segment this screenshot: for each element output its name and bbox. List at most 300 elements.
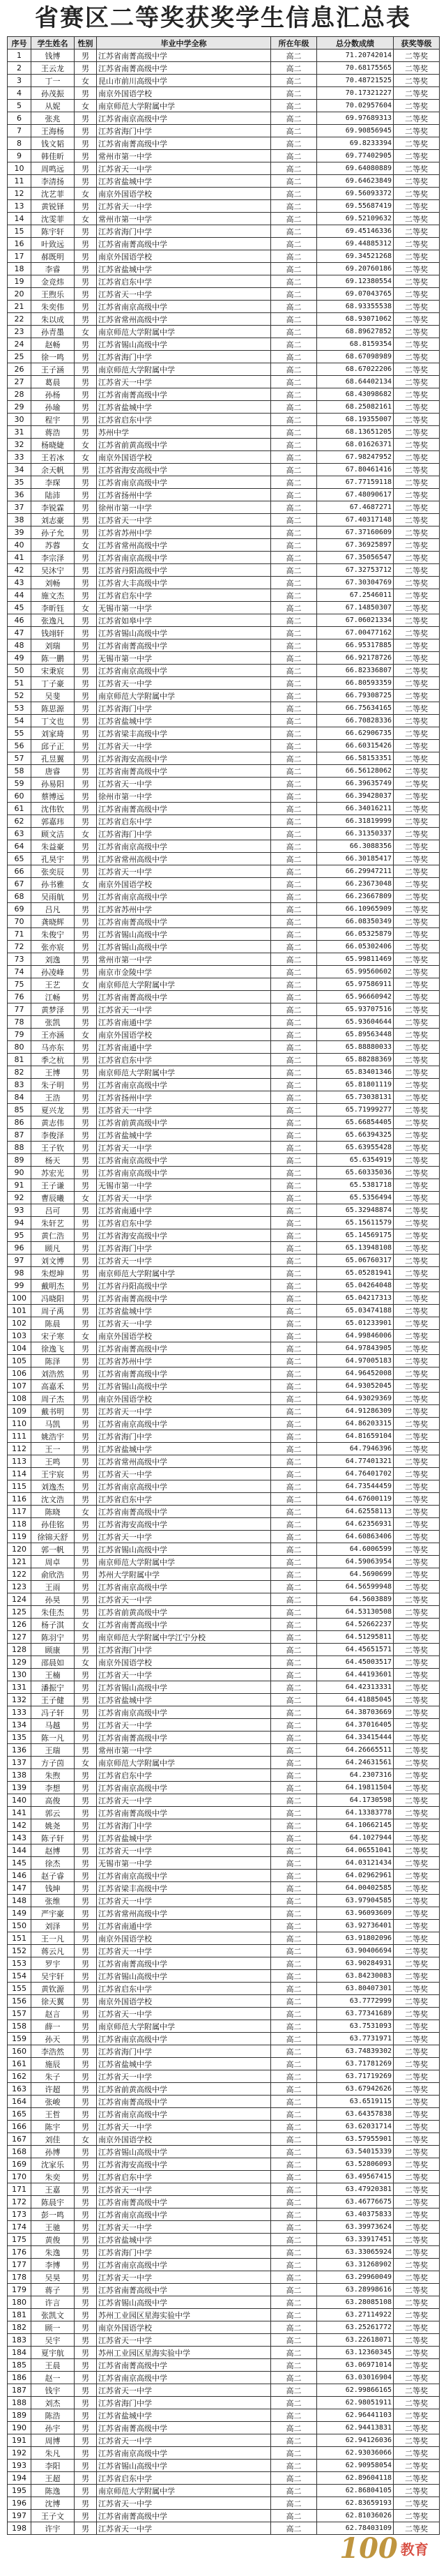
cell-score: 66.39635749 bbox=[317, 778, 394, 790]
table-row bbox=[8, 1757, 440, 1769]
cell-school: 江苏省前黄高级中学 bbox=[97, 1116, 271, 1129]
cell-award: 二等奖 bbox=[394, 288, 440, 301]
table-row bbox=[8, 1870, 440, 1882]
cell-gender: 男 bbox=[75, 2296, 97, 2309]
cell-score: 65.5381718 bbox=[317, 1179, 394, 1192]
cell-name: 王子文 bbox=[31, 2510, 75, 2522]
cell-index: 195 bbox=[8, 2485, 31, 2497]
cell-score: 63.92736401 bbox=[317, 1920, 394, 1932]
cell-school: 南京外国语学校 bbox=[97, 1995, 271, 2008]
cell-grade: 高二 bbox=[271, 2058, 317, 2070]
table-row bbox=[8, 2208, 440, 2221]
cell-index: 1 bbox=[8, 50, 31, 62]
cell-score: 68.13651205 bbox=[317, 426, 394, 439]
cell-award: 二等奖 bbox=[394, 50, 440, 62]
table-row bbox=[8, 2259, 440, 2271]
cell-gender: 男 bbox=[75, 552, 97, 564]
cell-score: 63.28085108 bbox=[317, 2296, 394, 2309]
cell-school: 江苏省南京高级中学 bbox=[97, 1782, 271, 1794]
cell-score: 67.37160609 bbox=[317, 526, 394, 539]
cell-award: 二等奖 bbox=[394, 1280, 440, 1292]
cell-score: 64.00402585 bbox=[317, 1882, 394, 1895]
cell-name: 王瑞 bbox=[31, 1744, 75, 1757]
cell-award: 二等奖 bbox=[394, 1669, 440, 1681]
cell-score: 63.77341689 bbox=[317, 2008, 394, 2020]
cell-name: 赵言 bbox=[31, 2008, 75, 2020]
cell-gender: 男 bbox=[75, 2070, 97, 2083]
cell-score: 64.99846006 bbox=[317, 1330, 394, 1342]
cell-gender: 男 bbox=[75, 1870, 97, 1882]
cell-score: 65.73038131 bbox=[317, 1091, 394, 1104]
cell-score: 67.35056547 bbox=[317, 552, 394, 564]
cell-school: 江苏省前黄高级中学 bbox=[97, 1606, 271, 1619]
cell-score: 64.93052045 bbox=[317, 1380, 394, 1393]
cell-grade: 高二 bbox=[271, 426, 317, 439]
cell-grade: 高二 bbox=[271, 2096, 317, 2108]
cell-school: 江苏省海门中学 bbox=[97, 1242, 271, 1255]
cell-score: 64.73544459 bbox=[317, 1480, 394, 1493]
cell-grade: 高二 bbox=[271, 1882, 317, 1895]
cell-award: 二等奖 bbox=[394, 1355, 440, 1367]
cell-name: 孙子允 bbox=[31, 526, 75, 539]
cell-gender: 男 bbox=[75, 614, 97, 627]
cell-index: 57 bbox=[8, 752, 31, 765]
cell-award: 二等奖 bbox=[394, 338, 440, 351]
table-row bbox=[8, 1292, 440, 1305]
cell-index: 145 bbox=[8, 1857, 31, 1870]
cell-grade: 高二 bbox=[271, 225, 317, 238]
cell-gender: 女 bbox=[75, 75, 97, 87]
cell-name: 郭嘉玮 bbox=[31, 815, 75, 828]
col-header-index: 序号 bbox=[8, 37, 31, 50]
cell-award: 二等奖 bbox=[394, 2372, 440, 2384]
cell-gender: 男 bbox=[75, 225, 97, 238]
cell-gender: 男 bbox=[75, 1217, 97, 1229]
table-row bbox=[8, 326, 440, 338]
table-row bbox=[8, 1732, 440, 1744]
cell-grade: 高二 bbox=[271, 1179, 317, 1192]
cell-index: 27 bbox=[8, 376, 31, 388]
table-row bbox=[8, 514, 440, 526]
cell-grade: 高二 bbox=[271, 941, 317, 953]
cell-name: 王雨 bbox=[31, 1581, 75, 1593]
cell-gender: 男 bbox=[75, 1016, 97, 1029]
cell-grade: 高二 bbox=[271, 1581, 317, 1593]
cell-grade: 高二 bbox=[271, 1016, 317, 1029]
cell-award: 二等奖 bbox=[394, 1794, 440, 1807]
cell-name: 王海杨 bbox=[31, 125, 75, 137]
cell-name: 朱煜坤 bbox=[31, 1267, 75, 1280]
table-row bbox=[8, 2309, 440, 2321]
cell-award: 二等奖 bbox=[394, 1719, 440, 1732]
table-row bbox=[8, 1543, 440, 1556]
cell-gender: 男 bbox=[75, 2259, 97, 2271]
cell-index: 140 bbox=[8, 1794, 31, 1807]
cell-score: 69.52109632 bbox=[317, 213, 394, 225]
cell-name: 叶致远 bbox=[31, 238, 75, 250]
table-row bbox=[8, 2422, 440, 2434]
cell-index: 47 bbox=[8, 627, 31, 639]
cell-name: 沈文浩 bbox=[31, 1493, 75, 1506]
cell-index: 74 bbox=[8, 966, 31, 978]
cell-grade: 高二 bbox=[271, 112, 317, 125]
cell-name: 孙佳铭 bbox=[31, 1518, 75, 1531]
cell-name: 姚尧 bbox=[31, 1819, 75, 1832]
cell-award: 二等奖 bbox=[394, 87, 440, 100]
table-row bbox=[8, 313, 440, 326]
cell-gender: 男 bbox=[75, 1468, 97, 1480]
cell-score: 67.2546011 bbox=[317, 589, 394, 602]
cell-grade: 高二 bbox=[271, 778, 317, 790]
cell-school: 江苏省海安高级中学 bbox=[97, 1229, 271, 1242]
cell-school: 江苏省南菁高级中学 bbox=[97, 765, 271, 778]
cell-index: 35 bbox=[8, 476, 31, 489]
cell-index: 55 bbox=[8, 727, 31, 740]
cell-grade: 高二 bbox=[271, 803, 317, 815]
cell-index: 90 bbox=[8, 1167, 31, 1179]
cell-index: 109 bbox=[8, 1405, 31, 1418]
cell-grade: 高二 bbox=[271, 2321, 317, 2334]
cell-gender: 女 bbox=[75, 878, 97, 891]
cell-school: 江苏省前黄高级中学 bbox=[97, 439, 271, 451]
cell-gender: 男 bbox=[75, 1041, 97, 1054]
cell-school: 徐州市第一中学 bbox=[97, 501, 271, 514]
cell-name: 孙易阳 bbox=[31, 778, 75, 790]
cell-index: 39 bbox=[8, 526, 31, 539]
table-row bbox=[8, 1480, 440, 1493]
cell-grade: 高二 bbox=[271, 1305, 317, 1317]
cell-index: 142 bbox=[8, 1819, 31, 1832]
table-row bbox=[8, 162, 440, 175]
cell-gender: 男 bbox=[75, 175, 97, 188]
cell-score: 66.58153351 bbox=[317, 752, 394, 765]
cell-grade: 高二 bbox=[271, 338, 317, 351]
cell-name: 王鸣 bbox=[31, 1455, 75, 1468]
cell-award: 二等奖 bbox=[394, 1480, 440, 1493]
cell-award: 二等奖 bbox=[394, 2347, 440, 2359]
cell-school: 常州市第一中学 bbox=[97, 953, 271, 966]
cell-score: 64.97843905 bbox=[317, 1342, 394, 1355]
watermark-text: 教育 bbox=[400, 2540, 429, 2558]
cell-school: 南京师范大学附属中学 bbox=[97, 1066, 271, 1079]
cell-award: 二等奖 bbox=[394, 1443, 440, 1455]
table-row bbox=[8, 702, 440, 715]
cell-name: 葛晨 bbox=[31, 376, 75, 388]
cell-score: 65.89563448 bbox=[317, 1029, 394, 1041]
cell-index: 66 bbox=[8, 865, 31, 878]
table-row bbox=[8, 1079, 440, 1091]
cell-school: 江苏省启东中学 bbox=[97, 1769, 271, 1782]
cell-index: 32 bbox=[8, 439, 31, 451]
cell-gender: 男 bbox=[75, 2309, 97, 2321]
cell-school: 江苏省天一中学 bbox=[97, 1405, 271, 1418]
table-row bbox=[8, 1920, 440, 1932]
cell-name: 吴昊 bbox=[31, 2271, 75, 2284]
cell-award: 二等奖 bbox=[394, 652, 440, 665]
cell-score: 64.59063954 bbox=[317, 1556, 394, 1568]
cell-school: 南京师范大学附属中学 bbox=[97, 978, 271, 991]
cell-grade: 高二 bbox=[271, 401, 317, 414]
cell-award: 二等奖 bbox=[394, 326, 440, 338]
cell-award: 二等奖 bbox=[394, 1656, 440, 1669]
cell-school: 江苏省天一中学 bbox=[97, 2008, 271, 2020]
cell-index: 21 bbox=[8, 301, 31, 313]
table-row bbox=[8, 1681, 440, 1694]
cell-award: 二等奖 bbox=[394, 489, 440, 501]
cell-index: 141 bbox=[8, 1807, 31, 1819]
cell-gender: 女 bbox=[75, 451, 97, 464]
cell-gender: 男 bbox=[75, 765, 97, 778]
cell-name: 江畅 bbox=[31, 991, 75, 1003]
cell-grade: 高二 bbox=[271, 1091, 317, 1104]
cell-school: 江苏省南菁高级中学 bbox=[97, 2359, 271, 2372]
cell-gender: 男 bbox=[75, 1292, 97, 1305]
cell-award: 二等奖 bbox=[394, 1079, 440, 1091]
cell-score: 64.5690699 bbox=[317, 1568, 394, 1581]
cell-index: 37 bbox=[8, 501, 31, 514]
cell-school: 江苏省天一中学 bbox=[97, 1844, 271, 1857]
cell-award: 二等奖 bbox=[394, 2045, 440, 2058]
cell-school: 江苏省扬州中学 bbox=[97, 489, 271, 501]
cell-grade: 高二 bbox=[271, 2033, 317, 2045]
cell-gender: 男 bbox=[75, 1807, 97, 1819]
cell-name: 施辰 bbox=[31, 2058, 75, 2070]
cell-name: 陈宇 bbox=[31, 2121, 75, 2133]
cell-award: 二等奖 bbox=[394, 1568, 440, 1581]
cell-index: 175 bbox=[8, 2234, 31, 2246]
cell-grade: 高二 bbox=[271, 2334, 317, 2347]
table-row bbox=[8, 1255, 440, 1267]
cell-grade: 高二 bbox=[271, 2522, 317, 2535]
cell-award: 二等奖 bbox=[394, 1757, 440, 1769]
cell-school: 江苏省南京高级中学 bbox=[97, 2033, 271, 2045]
cell-award: 二等奖 bbox=[394, 2070, 440, 2083]
cell-award: 二等奖 bbox=[394, 1870, 440, 1882]
cell-grade: 高二 bbox=[271, 213, 317, 225]
cell-award: 二等奖 bbox=[394, 1644, 440, 1656]
cell-school: 江苏省盐城中学 bbox=[97, 715, 271, 727]
cell-name: 周子杰 bbox=[31, 1393, 75, 1405]
cell-award: 二等奖 bbox=[394, 2259, 440, 2271]
cell-award: 二等奖 bbox=[394, 2384, 440, 2397]
cell-gender: 男 bbox=[75, 162, 97, 175]
table-body bbox=[8, 50, 440, 2535]
cell-score: 69.64080889 bbox=[317, 162, 394, 175]
cell-name: 许宇 bbox=[31, 2522, 75, 2535]
cell-award: 二等奖 bbox=[394, 978, 440, 991]
cell-index: 191 bbox=[8, 2434, 31, 2447]
table-row bbox=[8, 1229, 440, 1242]
cell-name: 钱宇 bbox=[31, 2384, 75, 2397]
cell-index: 148 bbox=[8, 1895, 31, 1907]
cell-index: 139 bbox=[8, 1782, 31, 1794]
cell-grade: 高二 bbox=[271, 363, 317, 376]
table-row bbox=[8, 464, 440, 476]
cell-index: 96 bbox=[8, 1242, 31, 1255]
cell-name: 丁文也 bbox=[31, 715, 75, 727]
cell-score: 66.05325879 bbox=[317, 928, 394, 941]
cell-award: 二等奖 bbox=[394, 627, 440, 639]
cell-score: 62.78403109 bbox=[317, 2522, 394, 2535]
cell-school: 江苏省锡山高级中学 bbox=[97, 928, 271, 941]
cell-name: 朱佳杰 bbox=[31, 1606, 75, 1619]
cell-grade: 高二 bbox=[271, 1267, 317, 1280]
cell-grade: 高二 bbox=[271, 326, 317, 338]
cell-index: 125 bbox=[8, 1606, 31, 1619]
cell-gender: 男 bbox=[75, 2058, 97, 2070]
cell-score: 63.40375833 bbox=[317, 2208, 394, 2221]
cell-gender: 男 bbox=[75, 2045, 97, 2058]
cell-name: 顾康 bbox=[31, 1644, 75, 1656]
cell-name: 吕凡 bbox=[31, 903, 75, 916]
table-row bbox=[8, 1581, 440, 1593]
cell-school: 江苏省南菁高级中学 bbox=[97, 1732, 271, 1744]
cell-school: 南京外国语学校 bbox=[97, 1932, 271, 1945]
cell-grade: 高二 bbox=[271, 75, 317, 87]
cell-gender: 男 bbox=[75, 690, 97, 702]
cell-gender: 男 bbox=[75, 1694, 97, 1706]
cell-name: 马凯 bbox=[31, 1418, 75, 1430]
cell-award: 二等奖 bbox=[394, 903, 440, 916]
cell-grade: 高二 bbox=[271, 388, 317, 401]
cell-name: 孙青墨 bbox=[31, 326, 75, 338]
cell-award: 二等奖 bbox=[394, 162, 440, 175]
cell-award: 二等奖 bbox=[394, 1995, 440, 2008]
cell-gender: 男 bbox=[75, 2397, 97, 2409]
cell-grade: 高二 bbox=[271, 1619, 317, 1631]
cell-school: 苏州中学 bbox=[97, 426, 271, 439]
cell-award: 二等奖 bbox=[394, 690, 440, 702]
cell-score: 65.88288369 bbox=[317, 1054, 394, 1066]
cell-grade: 高二 bbox=[271, 916, 317, 928]
cell-award: 二等奖 bbox=[394, 1932, 440, 1945]
cell-gender: 男 bbox=[75, 752, 97, 765]
cell-award: 二等奖 bbox=[394, 526, 440, 539]
cell-index: 153 bbox=[8, 1957, 31, 1970]
cell-school: 江苏省盐城中学 bbox=[97, 175, 271, 188]
cell-gender: 男 bbox=[75, 2221, 97, 2234]
cell-gender: 女 bbox=[75, 1029, 97, 1041]
cell-grade: 高二 bbox=[271, 87, 317, 100]
cell-gender: 男 bbox=[75, 2384, 97, 2397]
cell-gender: 男 bbox=[75, 639, 97, 652]
cell-award: 二等奖 bbox=[394, 639, 440, 652]
cell-index: 108 bbox=[8, 1393, 31, 1405]
cell-score: 65.15611579 bbox=[317, 1217, 394, 1229]
cell-gender: 男 bbox=[75, 2096, 97, 2108]
cell-name: 丁一 bbox=[31, 75, 75, 87]
cell-grade: 高二 bbox=[271, 2384, 317, 2397]
cell-gender: 男 bbox=[75, 250, 97, 263]
cell-score: 63.57955901 bbox=[317, 2133, 394, 2146]
cell-grade: 高二 bbox=[271, 1292, 317, 1305]
cell-name: 王子钦 bbox=[31, 1142, 75, 1154]
cell-school: 江苏省前黄高级中学 bbox=[97, 2083, 271, 2096]
cell-index: 24 bbox=[8, 338, 31, 351]
cell-award: 二等奖 bbox=[394, 2321, 440, 2334]
cell-school: 南京外国语学校 bbox=[97, 188, 271, 200]
cell-gender: 男 bbox=[75, 1355, 97, 1367]
cell-school: 南京外国语学校 bbox=[97, 1393, 271, 1405]
table-row bbox=[8, 2359, 440, 2372]
cell-index: 117 bbox=[8, 1506, 31, 1518]
cell-index: 38 bbox=[8, 514, 31, 526]
table-row bbox=[8, 275, 440, 288]
table-row bbox=[8, 388, 440, 401]
cell-score: 63.03016904 bbox=[317, 2372, 394, 2384]
cell-score: 70.68175565 bbox=[317, 62, 394, 75]
cell-index: 51 bbox=[8, 677, 31, 690]
cell-index: 186 bbox=[8, 2372, 31, 2384]
cell-score: 64.1027944 bbox=[317, 1832, 394, 1844]
table-row bbox=[8, 1393, 440, 1405]
cell-award: 二等奖 bbox=[394, 865, 440, 878]
cell-name: 王艺 bbox=[31, 978, 75, 991]
cell-index: 30 bbox=[8, 414, 31, 426]
cell-score: 65.5356494 bbox=[317, 1192, 394, 1204]
cell-index: 43 bbox=[8, 577, 31, 589]
cell-name: 吕可 bbox=[31, 1204, 75, 1217]
table-row bbox=[8, 363, 440, 376]
table-row bbox=[8, 1669, 440, 1681]
cell-award: 二等奖 bbox=[394, 1204, 440, 1217]
cell-name: 潘振宁 bbox=[31, 1681, 75, 1694]
cell-index: 129 bbox=[8, 1656, 31, 1669]
cell-name: 刘佳 bbox=[31, 2133, 75, 2146]
cell-grade: 高二 bbox=[271, 1029, 317, 1041]
cell-school: 江苏省天一中学 bbox=[97, 2271, 271, 2284]
cell-grade: 高二 bbox=[271, 414, 317, 426]
cell-index: 95 bbox=[8, 1229, 31, 1242]
table-row bbox=[8, 1455, 440, 1468]
table-row bbox=[8, 50, 440, 62]
cell-index: 100 bbox=[8, 1292, 31, 1305]
cell-score: 64.56599948 bbox=[317, 1581, 394, 1593]
cell-school: 江苏省南菁高级中学 bbox=[97, 1506, 271, 1518]
cell-index: 12 bbox=[8, 188, 31, 200]
cell-index: 84 bbox=[8, 1091, 31, 1104]
cell-grade: 高二 bbox=[271, 1706, 317, 1719]
cell-index: 88 bbox=[8, 1142, 31, 1154]
cell-index: 134 bbox=[8, 1719, 31, 1732]
cell-name: 高俊 bbox=[31, 1794, 75, 1807]
table-row bbox=[8, 1644, 440, 1656]
cell-grade: 高二 bbox=[271, 1681, 317, 1694]
cell-index: 87 bbox=[8, 1129, 31, 1142]
cell-grade: 高二 bbox=[271, 539, 317, 552]
cell-grade: 高二 bbox=[271, 1870, 317, 1882]
cell-grade: 高二 bbox=[271, 966, 317, 978]
table-row bbox=[8, 1179, 440, 1192]
cell-school: 江苏省苏州中学 bbox=[97, 526, 271, 539]
cell-gender: 男 bbox=[75, 1895, 97, 1907]
cell-gender: 男 bbox=[75, 2372, 97, 2384]
cell-award: 二等奖 bbox=[394, 464, 440, 476]
cell-award: 二等奖 bbox=[394, 1895, 440, 1907]
cell-score: 63.90284931 bbox=[317, 1957, 394, 1970]
cell-name: 陈羽宁 bbox=[31, 1631, 75, 1644]
cell-gender: 男 bbox=[75, 652, 97, 665]
cell-name: 徐杰 bbox=[31, 1857, 75, 1870]
cell-name: 张兆 bbox=[31, 112, 75, 125]
cell-grade: 高二 bbox=[271, 1430, 317, 1443]
cell-name: 彭一鸣 bbox=[31, 2208, 75, 2221]
cell-grade: 高二 bbox=[271, 1066, 317, 1079]
table-row bbox=[8, 1970, 440, 1983]
cell-grade: 高二 bbox=[271, 577, 317, 589]
table-row bbox=[8, 1342, 440, 1355]
cell-gender: 男 bbox=[75, 1342, 97, 1355]
